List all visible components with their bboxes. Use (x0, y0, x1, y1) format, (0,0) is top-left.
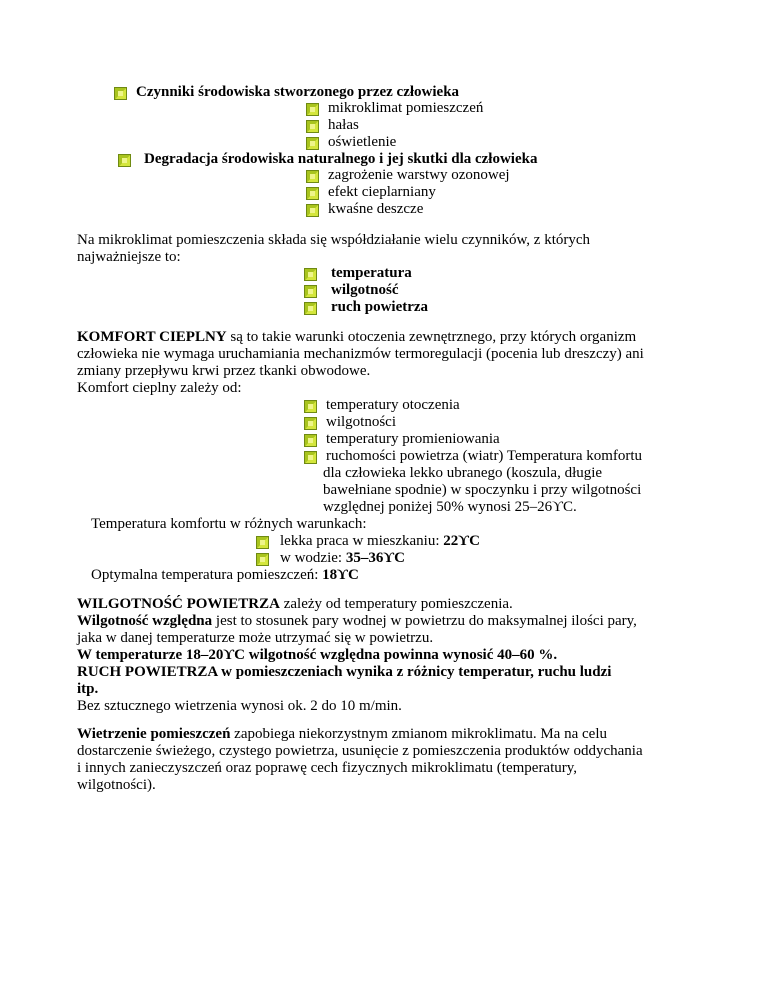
bullet-icon (306, 187, 320, 200)
paragraph-line (77, 726, 607, 743)
paragraph-line: wilgotności). (77, 777, 156, 793)
paragraph-text: w wodzie: (280, 550, 346, 566)
bullet-icon (306, 103, 320, 116)
paragraph-line: itp. (77, 681, 99, 697)
bullet-icon (304, 400, 318, 413)
bullet-icon (306, 204, 320, 217)
paragraph-text: względnej poniżej 50% wynosi 25–26 (323, 499, 553, 515)
paragraph-line: zmiany przepływu krwi przez tkanki obwodowe. (77, 363, 371, 379)
list-item: temperatury promieniowania (326, 431, 500, 447)
bullet-icon (118, 154, 132, 167)
bullet-icon (304, 302, 318, 315)
list-item: kwaśne deszcze (328, 201, 424, 217)
paragraph-text: są to takie warunki otoczenia zewnętrznego, przy których organizm (226, 329, 637, 345)
paragraph-line (77, 329, 636, 346)
paragraph-line (77, 613, 637, 630)
paragraph-line: W temperaturze 18–20ϒC wilgotność względna powinna wynosić 40–60 %. (77, 647, 558, 663)
list-item: mikroklimat pomieszczeń (328, 100, 484, 116)
bullet-icon (304, 451, 318, 464)
term-komfort-cieplny: KOMFORT CIEPLNY (77, 329, 227, 345)
paragraph-text: jest to stosunek pary wodnej w powietrzu do maksymalnej ilości pary, (212, 613, 637, 629)
paragraph-line: i innych zanieczyszczeń oraz poprawę cech fizycznych mikroklimatu (temperatury, (77, 760, 578, 776)
paragraph-line: Temperatura komfortu w różnych warunkach: (91, 516, 367, 532)
bullet-icon (306, 120, 320, 133)
bullet-icon (304, 434, 318, 447)
paragraph-line: RUCH POWIETRZA w pomieszczeniach wynika z różnicy temperatur, ruchu ludzi (77, 664, 612, 680)
temperature-value: 18ϒC (322, 567, 359, 583)
list-item: ruchomości powietrza (wiatr) Temperatura komfortu (326, 448, 643, 464)
temperature-unit: ϒC. (552, 499, 577, 515)
term-wilgotnosc-powietrza: WILGOTNOŚĆ POWIETRZA (77, 596, 280, 612)
heading-man-made-environment: Czynniki środowiska stworzonego przez człowieka (136, 84, 460, 100)
bullet-icon (114, 87, 128, 100)
paragraph-line: bawełniane spodnie) w spoczynku i przy wilgotności (323, 482, 642, 498)
bullet-icon (304, 285, 318, 298)
list-item: hałas (328, 117, 359, 133)
heading-natural-degradation: Degradacja środowiska naturalnego i jej skutki dla człowieka (144, 151, 538, 167)
list-item: zagrożenie warstwy ozonowej (328, 167, 510, 183)
list-item (280, 550, 405, 567)
paragraph-text: zapobiega niekorzystnym zmianom mikroklimatu. Ma na celu (230, 726, 607, 742)
paragraph-line: dostarczenie świeżego, czystego powietrza, usunięcie z pomieszczenia produktów oddychania (77, 743, 643, 759)
list-item: temperatura (331, 265, 412, 281)
list-item: oświetlenie (328, 134, 397, 150)
bullet-icon (304, 268, 318, 281)
paragraph-line: Na mikroklimat pomieszczenia składa się współdziałanie wielu czynników, z których (77, 232, 591, 248)
paragraph-line: dla człowieka lekko ubranego (koszula, długie (323, 465, 603, 481)
term-wietrzenie: Wietrzenie pomieszczeń (77, 726, 231, 742)
list-item: temperatury otoczenia (326, 397, 460, 413)
list-item: efekt cieplarniany (328, 184, 436, 200)
paragraph-line (77, 596, 513, 613)
paragraph-line (91, 567, 359, 584)
list-item: ruch powietrza (331, 299, 429, 315)
bullet-icon (306, 137, 320, 150)
bullet-icon (256, 553, 270, 566)
list-item: wilgotności (326, 414, 396, 430)
paragraph-text: lekka praca w mieszkaniu: (280, 533, 444, 549)
bullet-icon (306, 170, 320, 183)
temperature-value: 35–36ϒC (345, 550, 405, 566)
paragraph-line: Bez sztucznego wietrzenia wynosi ok. 2 do 10 m/min. (77, 698, 402, 714)
list-item (280, 533, 480, 550)
bullet-icon (256, 536, 270, 549)
bullet-icon (304, 417, 318, 430)
paragraph-line: najważniejsze to: (77, 249, 181, 265)
paragraph-text: Optymalna temperatura pomieszczeń: (91, 567, 323, 583)
paragraph-line (323, 499, 577, 516)
term-wilgotnosc-wzgledna: Wilgotność względna (77, 613, 213, 629)
paragraph-line: jaka w danej temperaturze może utrzymać się w powietrzu. (77, 630, 434, 646)
paragraph-line: człowieka nie wymaga uruchamiania mechanizmów termoregulacji (pocenia lub dreszczy) ani (77, 346, 644, 362)
paragraph-text: zależy od temperatury pomieszczenia. (279, 596, 513, 612)
list-item: wilgotność (331, 282, 399, 298)
paragraph-line: Komfort cieplny zależy od: (77, 380, 242, 396)
temperature-value: 22ϒC (443, 533, 480, 549)
